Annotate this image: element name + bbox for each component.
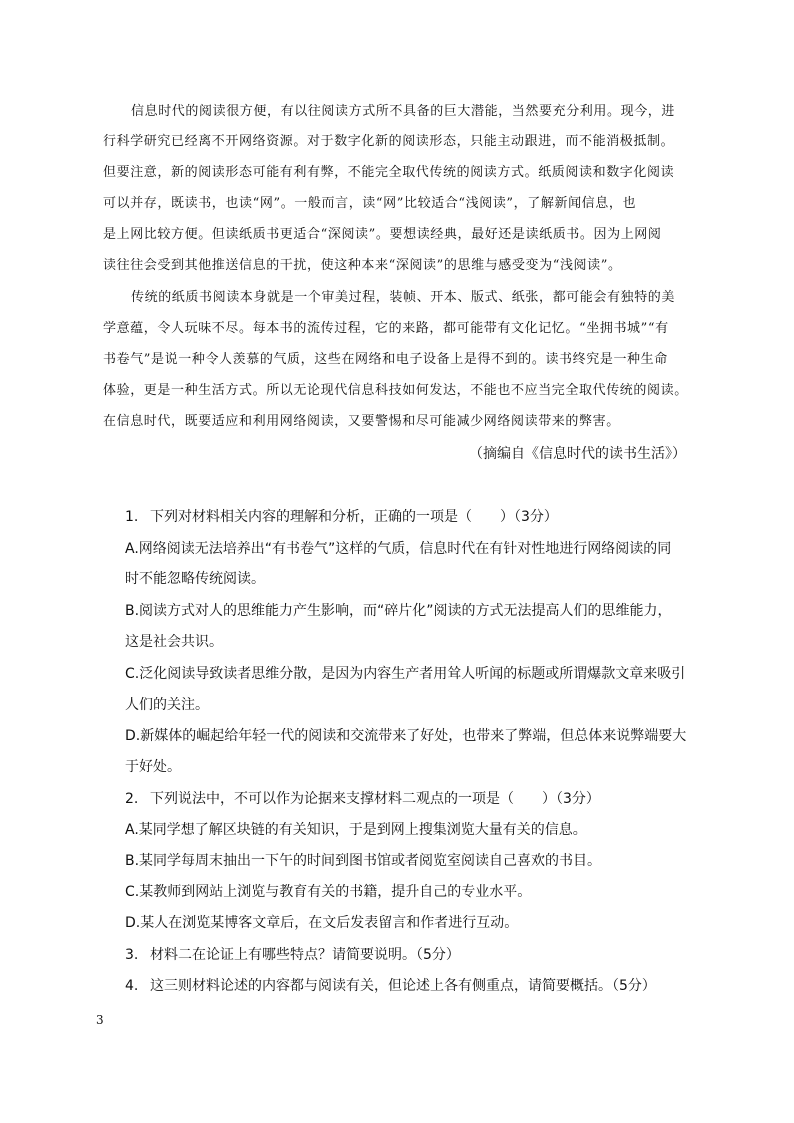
option-line: B.阅读方式对人的思维能力产生影响，而“碎片化”阅读的方式无法提高人们的思维能力， — [125, 603, 672, 619]
question-stem: 下列说法中，不可以作为论据来支撑材料二观点的一项是（ ）（3分） — [150, 791, 600, 807]
question-number: 1. — [125, 509, 139, 525]
question-number: 4. — [125, 978, 139, 994]
passage-source: （摘编自《信息时代的读书生活》） — [469, 446, 686, 462]
passage-line: 在信息时代，既要适应和利用网络阅读，又要警惕和尽可能减少网络阅读带来的弊害。 — [103, 414, 620, 429]
question-stem: 这三则材料论述的内容都与阅读有关，但论述上各有侧重点，请简要概括。（5分） — [150, 978, 656, 994]
option-line: A.网络阅读无法培养出“有书卷气”这样的气质，信息时代在有针对性地进行网络阅读的同 — [125, 541, 672, 557]
option-line: 于好处。 — [125, 759, 181, 775]
passage-line: 读往往会受到其他推送信息的干扰，使这种本来“深阅读”的思维与感受变为“浅阅读”。 — [103, 258, 622, 273]
question-number: 3. — [125, 947, 139, 963]
option-line: B.某同学每周末抽出一下午的时间到图书馆或者阅览室阅读自己喜欢的书目。 — [125, 853, 602, 869]
option-line: C.泛化阅读导致读者思维分散，是因为内容生产者用耸人听闻的标题或所谓爆款文章来吸引 — [125, 666, 686, 682]
passage-line: 传统的纸质书阅读本身就是一个审美过程，装帧、开本、版式、纸张，都可能会有独特的美 — [131, 290, 676, 305]
passage-line: 学意蕴，令人玩味不尽。每本书的流传过程，它的来路，都可能带有文化记忆。“坐拥书城”“有 — [103, 321, 669, 336]
question-1 — [125, 505, 695, 529]
question-2 — [125, 787, 695, 811]
question-stem: 材料二在论证上有哪些特点？请简要说明。（5分） — [150, 947, 460, 963]
passage-line: 行科学研究已经离不开网络资源。对于数字化新的阅读形态，只能主动跟进，而不能消极抵制。 — [103, 134, 675, 149]
option-line: D.某人在浏览某博客文章后，在文后发表留言和作者进行互动。 — [125, 915, 519, 931]
question-stem: 下列对材料相关内容的理解和分析，正确的一项是（ ）（3分） — [150, 509, 558, 525]
option-line: C.某教师到网站上浏览与教育有关的书籍，提升自己的专业水平。 — [125, 884, 532, 900]
question-4 — [125, 974, 695, 998]
passage-line: 是上网比较方便。但读纸质书更适合“深阅读”。要想读经典，最好还是读纸质书。因为上网阅 — [103, 227, 662, 242]
option-line: 这是社会共识。 — [125, 634, 223, 650]
passage-line: 可以并存，既读书，也读“网”。一般而言，读“网”比较适合“浅阅读”，了解新闻信息，也 — [103, 196, 637, 211]
page-number: 3 — [96, 1013, 104, 1027]
option-line: A.某同学想了解区块链的有关知识，于是到网上搜集浏览大量有关的信息。 — [125, 822, 587, 838]
option-line: 时不能忽略传统阅读。 — [125, 571, 265, 587]
option-line: D.新媒体的崛起给年轻一代的阅读和交流带来了好处，也带来了弊端，但总体来说弊端要大 — [125, 728, 687, 744]
passage-line: 体验，更是一种生活方式。所以无论现代信息科技如何发达，不能也不应当完全取代传统的阅读。 — [103, 383, 688, 398]
option-line: 人们的关注。 — [125, 697, 209, 713]
question-3 — [125, 943, 695, 967]
passage-line: 但要注意，新的阅读形态可能有利有弊，不能完全取代传统的阅读方式。纸质阅读和数字化阅读 — [103, 165, 675, 180]
passage-line: 书卷气”是说一种令人羡慕的气质，这些在网络和电子设备上是得不到的。读书终究是一种生命 — [103, 352, 668, 367]
passage-line: 信息时代的阅读很方便，有以往阅读方式所不具备的巨大潜能，当然要充分利用。现今，进 — [131, 104, 676, 119]
question-number: 2. — [125, 791, 139, 807]
